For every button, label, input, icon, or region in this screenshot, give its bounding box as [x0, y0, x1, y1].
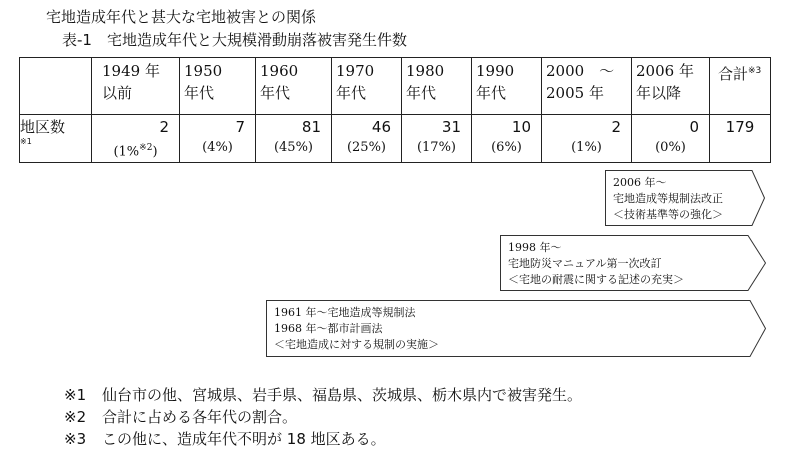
- footnote-mark: ※2: [64, 408, 87, 426]
- column-header-line2: 年代: [406, 84, 437, 102]
- percent-value: (4%): [202, 140, 233, 155]
- timeline-arrow-1961: [266, 300, 766, 357]
- column-header-line1: 1990: [476, 62, 515, 80]
- table-row: [20, 115, 771, 163]
- column-header-line2: 年代: [336, 84, 367, 102]
- percent-value: (17%): [416, 140, 457, 155]
- column-header-line1: 1970: [336, 62, 375, 80]
- timeline-line: ＜技術基準等の強化＞: [613, 208, 723, 221]
- column-header-line1: 2000 ～: [546, 62, 615, 80]
- corner-cell: [20, 58, 92, 115]
- table-cell: [402, 115, 472, 163]
- column-header-line1: 1950: [184, 62, 223, 80]
- count-value: 81: [301, 118, 321, 136]
- table-cell: [332, 115, 402, 163]
- footnote-text: この他に、造成年代不明が 18 地区ある。: [102, 430, 386, 448]
- table-cell: [472, 115, 542, 163]
- percent-value: (25%): [346, 140, 387, 155]
- percent-value: (1%): [571, 140, 602, 155]
- timeline-arrow-2006: [605, 170, 765, 226]
- table-cell: [632, 115, 710, 163]
- percent-value: (0%): [655, 140, 686, 155]
- footnote-mark: ※1: [64, 386, 87, 404]
- column-header-line2: 以前: [102, 84, 133, 102]
- timeline-arrow-1998: [500, 235, 766, 291]
- timeline-line: ＜宅地造成に対する規制の実施＞: [274, 338, 439, 351]
- percent-value: (6%): [491, 140, 522, 155]
- count-value: 2: [159, 118, 169, 136]
- count-value: 7: [235, 118, 245, 136]
- count-value: 46: [371, 118, 391, 136]
- column-header: [332, 58, 402, 115]
- footnote: [64, 428, 582, 450]
- table-header-row: [20, 58, 771, 115]
- column-header: [180, 58, 256, 115]
- column-header: [632, 58, 710, 115]
- row-label-cell: [20, 115, 92, 163]
- timeline-line: ＜宅地の耐震に関する記述の充実＞: [508, 273, 684, 286]
- timeline-line: 宅地造成等規制法改正: [613, 192, 723, 205]
- footnote: [64, 384, 582, 406]
- count-value: 0: [689, 118, 699, 136]
- column-header: [402, 58, 472, 115]
- row-label-note: ※1: [20, 137, 32, 146]
- total-header-label: 合計: [718, 65, 749, 83]
- footnote-mark: ※3: [64, 430, 87, 448]
- percent-note: ※2: [139, 143, 153, 153]
- column-header-line1: 1949 年: [102, 62, 160, 80]
- percent-value: (1%$^{※2}$): [113, 143, 158, 160]
- column-header-line1: 1960: [260, 62, 299, 80]
- count-value: 10: [511, 118, 531, 136]
- timeline-line: 1968 年～都市計画法: [274, 322, 383, 335]
- table-cell: [180, 115, 256, 163]
- column-header-line1: 1980: [406, 62, 445, 80]
- timeline-line: 宅地防災マニュアル第一次改訂: [508, 257, 662, 270]
- page-heading: 宅地造成年代と甚大な宅地被害との関係: [46, 8, 317, 26]
- column-header: [472, 58, 542, 115]
- column-header-line2: 年代: [184, 84, 215, 102]
- timeline-line: 2006 年～: [613, 176, 667, 189]
- total-column-header: [710, 58, 771, 115]
- footnote: [64, 406, 582, 428]
- column-header-line2: 年代: [476, 84, 507, 102]
- row-label: 地区数: [20, 118, 66, 136]
- column-header: [256, 58, 332, 115]
- table-caption: 表-1 宅地造成年代と大規模滑動崩落被害発生件数: [62, 31, 407, 49]
- timeline-line: 1998 年～: [508, 241, 562, 254]
- table-cell: [256, 115, 332, 163]
- column-header: [92, 58, 180, 115]
- column-header: [542, 58, 632, 115]
- count-value: 2: [611, 118, 621, 136]
- count-value: 31: [441, 118, 461, 136]
- timeline-line: 1961 年～宅地造成等規制法: [274, 306, 416, 319]
- column-header-line2: 年代: [260, 84, 291, 102]
- total-value: 179: [725, 118, 755, 136]
- table-cell: [542, 115, 632, 163]
- total-cell: [710, 115, 771, 163]
- damage-count-table: [19, 57, 771, 163]
- percent-value: (45%): [273, 140, 314, 155]
- footnotes: [64, 384, 582, 450]
- footnote-text: 仙台市の他、宮城県、岩手県、福島県、茨城県、栃木県内で被害発生。: [102, 386, 583, 404]
- table-cell: [92, 115, 180, 163]
- footnote-text: 合計に占める各年代の割合。: [102, 408, 298, 426]
- total-header-note: ※3: [748, 66, 762, 76]
- column-header-line2: 年以降: [636, 84, 682, 102]
- column-header-line1: 2006 年: [636, 62, 694, 80]
- column-header-line2: 2005 年: [546, 84, 604, 102]
